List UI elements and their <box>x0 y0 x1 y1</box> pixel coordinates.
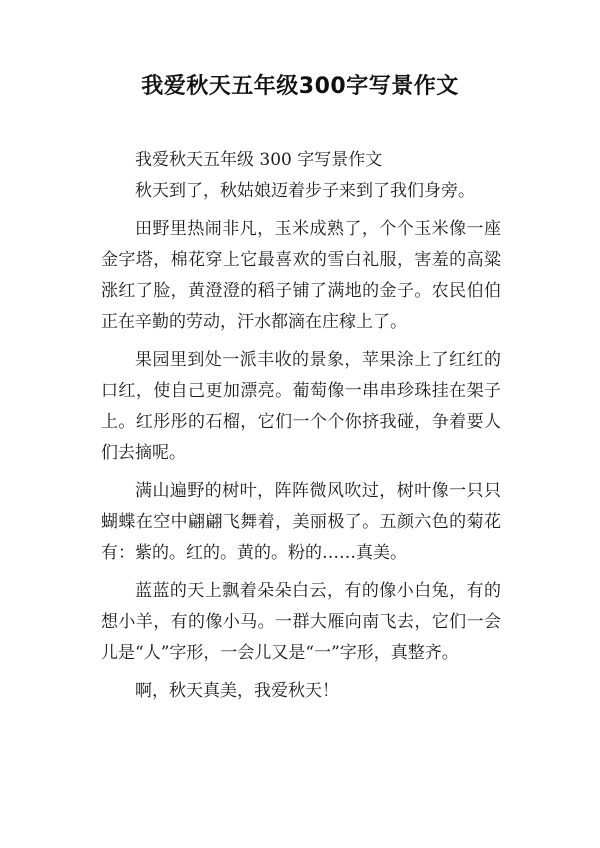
paragraph-1: 秋天到了，秋姑娘迈着步子来到了我们身旁。 <box>135 181 475 201</box>
paragraph-2: 田野里热闹非凡，玉米成熟了，个个玉米像一座金字塔，棉花穿上它最喜欢的雪白礼服，害羞的高粱涨红了脸，黄澄澄的稻子铺了满地的金子。农民伯伯正在辛勤的劳动，汗水都滴在庄稼上了。 <box>101 219 501 332</box>
paragraph-5: 蓝蓝的天上飘着朵朵白云，有的像小白兔，有的想小羊，有的像小马。一群大雁向南飞去，它们一会儿是“人”字形，一会儿又是“一”字形，真整齐。 <box>101 581 501 663</box>
paragraph-6: 啊，秋天真美，我爱秋天！ <box>135 681 339 701</box>
document-title: 我爱秋天五年级300字写景作文 <box>141 74 459 99</box>
paragraph-3: 果园里到处一派丰收的景象，苹果涂上了红红的口红，使自己更加漂亮。葡萄像一串串珍珠挂在架子上。红彤彤的石榴，它们一个个你挤我碰，争着要人们去摘呢。 <box>101 350 501 463</box>
document-body <box>101 145 501 707</box>
paragraph-4: 满山遍野的树叶，阵阵微风吹过，树叶像一只只蝴蝶在空中翩翩飞舞着，美丽极了。五颜六色的菊花有：紫的。红的。黄的。粉的……真美。 <box>101 481 501 563</box>
document-subtitle: 我爱秋天五年级 300 字写景作文 <box>135 150 383 170</box>
